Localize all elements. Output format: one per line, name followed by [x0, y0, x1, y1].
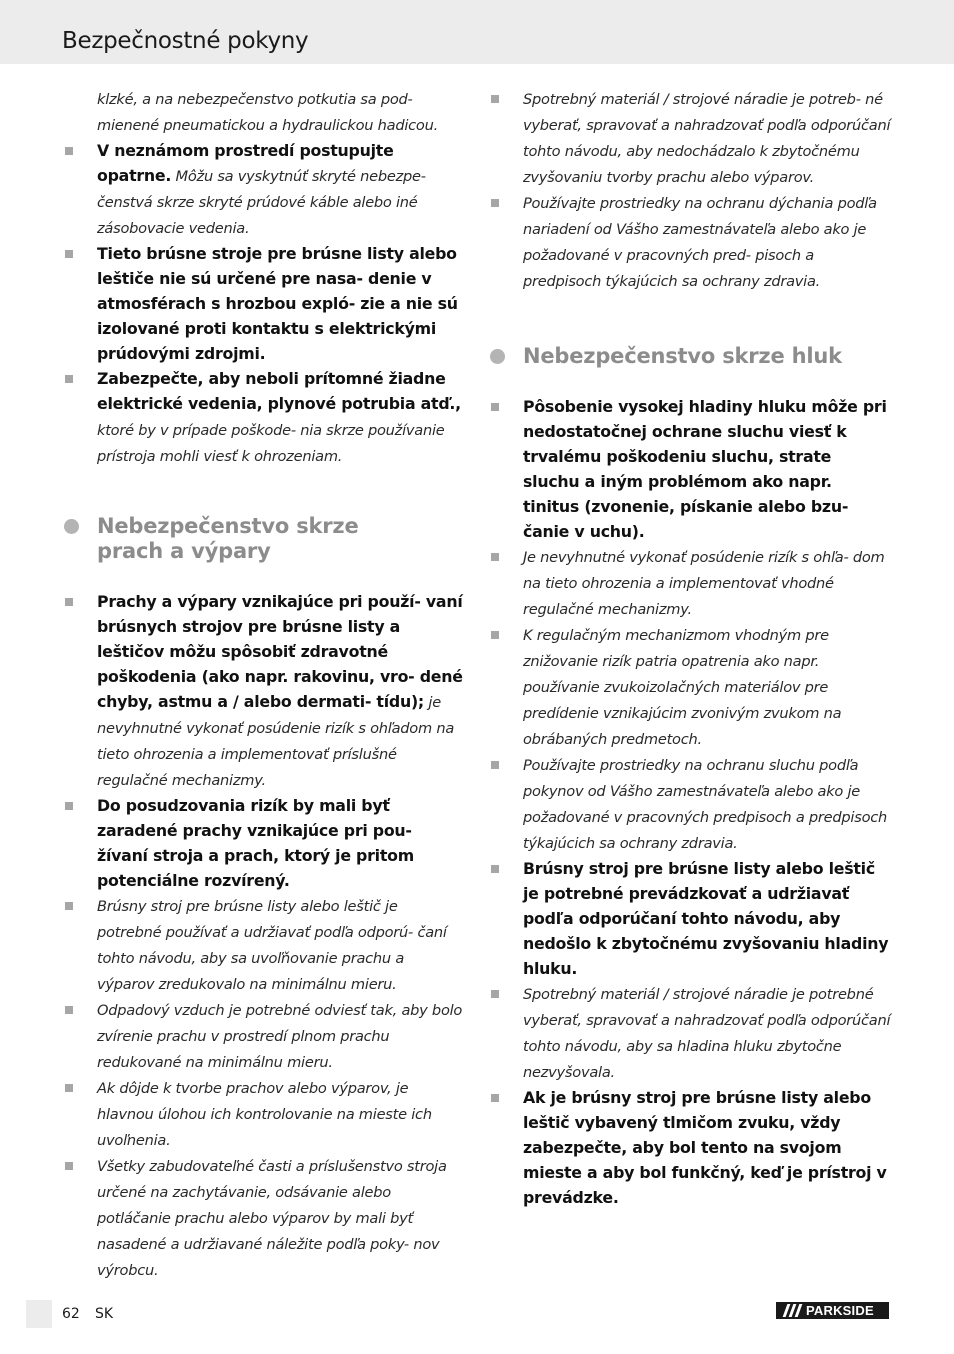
- list-item: [62, 366, 464, 469]
- list-item: [488, 856, 892, 981]
- square-bullet-icon: [65, 1162, 73, 1170]
- page-title: Bezpečnostné pokyny: [62, 28, 309, 54]
- square-bullet-icon: [65, 375, 73, 383]
- square-bullet-icon: [65, 250, 73, 258]
- italic-text: Používajte prostriedky na ochranu sluchu podľa pokynov od Vášho zamestnávateľa alebo ako je požadované v pracovných predpisoch a predpisoch týkajúcich sa ochrany zdravia.: [523, 757, 888, 852]
- list-item: [488, 1085, 892, 1210]
- section-title: Nebezpečenstvo skrze hluk: [523, 344, 842, 368]
- bold-text: Prachy a výpary vznikajúce pri použí- vaní brúsnych strojov pre brúsne listy a leštičov môžu spôsobiť zdravotné poškodenia (ako napr. rakovinu, vro- dené chyby, astmu a / alebo dermati- tídu);: [97, 592, 463, 711]
- italic-text: je nevyhnutné vykonať posúdenie rizík s ohľadom na tieto ohrozenia a implementovať príslušné regulačné mechanizmy.: [97, 694, 455, 789]
- list-item: [62, 793, 464, 893]
- list-item: [488, 622, 892, 752]
- list-item: [62, 589, 464, 793]
- italic-text: Spotrebný materiál / strojové náradie je potrebné vyberať, spravovať a nahradzovať podľa odporúčaní tohto návodu, aby sa hladina hluku zbytočne nezvyšovala.: [523, 986, 891, 1081]
- right-bottom-list: [488, 394, 892, 1210]
- bold-text: Tieto brúsne stroje pre brúsne listy alebo leštiče nie sú určené pre nasa- denie v atmosférach s hrozbou expló- zie a nie sú izolované proti kontaktu s elektrickými prúdovými zdrojmi.: [97, 244, 458, 363]
- list-item: [488, 752, 892, 856]
- list-item: [488, 394, 892, 544]
- square-bullet-icon: [65, 1084, 73, 1092]
- list-item: [62, 1075, 464, 1153]
- italic-text: K regulačným mechanizmom vhodným pre znižovanie rizík patria opatrenia ako napr. používanie zvukoizolačných materiálov pre predídenie vznikajúcim zvonivým zvukom na obrábaných predmetoch.: [523, 627, 842, 748]
- square-bullet-icon: [491, 761, 499, 769]
- italic-text: Ak dôjde k tvorbe prachov alebo výparov, je hlavnou úlohou ich kontrolovanie na mieste ich uvoľnenia.: [97, 1080, 432, 1149]
- section-bullet-icon: [490, 349, 505, 364]
- list-item: [62, 86, 464, 138]
- list-item: [62, 1153, 464, 1283]
- square-bullet-icon: [491, 553, 499, 561]
- bold-text: V neznámom prostredí postupujte opatrne.: [97, 141, 394, 185]
- section-title-line-2: prach a výpary: [97, 539, 271, 563]
- square-bullet-icon: [491, 631, 499, 639]
- italic-text: ktoré by v prípade poškode- nia skrze používanie prístroja mohli viesť k ohrozeniam.: [97, 422, 445, 465]
- list-item: [62, 138, 464, 241]
- square-bullet-icon: [491, 95, 499, 103]
- list-item: [62, 893, 464, 997]
- page-header: [0, 0, 954, 64]
- left-column: [62, 86, 464, 1283]
- section-heading-noise: [488, 344, 892, 369]
- italic-text: Brúsny stroj pre brúsne listy alebo leštič je potrebné používať a udržiavať podľa odporú- čaní tohto návodu, aby sa uvoľňovanie prachu a výparov zredukovalo na minimálnu mieru.: [97, 898, 447, 993]
- italic-text: Používajte prostriedky na ochranu dýchania podľa nariadení od Vášho zamestnávateľa alebo ako je požadované v pracovných pred- pisoch a predpisoch týkajúcich sa ochrany zdravia.: [523, 195, 877, 290]
- square-bullet-icon: [65, 147, 73, 155]
- square-bullet-icon: [491, 1094, 499, 1102]
- square-bullet-icon: [65, 1006, 73, 1014]
- parkside-logo: [776, 1302, 889, 1319]
- square-bullet-icon: [65, 598, 73, 606]
- footer-tab: [26, 1300, 52, 1328]
- italic-text: Odpadový vzduch je potrebné odviesť tak, aby bolo zvírenie prachu v prostredí plnom prachu redukované na minimálnu mieru.: [97, 1002, 463, 1071]
- square-bullet-icon: [491, 403, 499, 411]
- bold-text: Ak je brúsny stroj pre brúsne listy alebo leštič vybavený tlmičom zvuku, vždy zabezpečte, aby bol tento na svojom mieste a aby bol funkčný, keď je prístroj v prevádzke.: [523, 1088, 887, 1207]
- left-top-list: [62, 86, 464, 469]
- bold-text: Pôsobenie vysokej hladiny hluku môže pri nedostatočnej ochrane sluchu viesť k trvalému poškodeniu sluchu, strate sluchu a iným problémom ako napr. tinitus (zvonenie, pískanie alebo bzu- čanie v uchu).: [523, 397, 887, 541]
- left-bottom-list: [62, 589, 464, 1283]
- list-item: [488, 981, 892, 1085]
- italic-text: klzké, a na nebezpečenstvo potkutia sa pod- mienené pneumatickou a hydraulickou hadicou.: [97, 91, 438, 134]
- bold-text: Zabezpečte, aby neboli prítomné žiadne elektrické vedenia, plynové potrubia atď.,: [97, 369, 461, 413]
- square-bullet-icon: [65, 902, 73, 910]
- italic-text: Je nevyhnutné vykonať posúdenie rizík s ohľa- dom na tieto ohrozenia a implementovať vhodné regulačné mechanizmy.: [523, 549, 885, 618]
- italic-text: Spotrebný materiál / strojové náradie je potreb- né vyberať, spravovať a nahradzovať podľa odporúčaní tohto návodu, aby nedochádzalo k zbytočnému zvyšovaniu tvorby prachu alebo výparov.: [523, 91, 891, 186]
- list-item: [488, 544, 892, 622]
- language-code: SK: [95, 1306, 114, 1322]
- bold-text: Brúsny stroj pre brúsne listy alebo leštič je potrebné prevádzkovať a udržiavať podľa odporúčaní tohto návodu, aby nedošlo k zbytočnému zvyšovaniu hladiny hluku.: [523, 859, 889, 978]
- bold-text: Do posudzovania rizík by mali byť zaradené prachy vznikajúce pri pou- žívaní stroja a prach, ktorý je pritom potenciálne rozvírený.: [97, 796, 414, 890]
- page-number: 62: [62, 1306, 80, 1322]
- list-item: [62, 997, 464, 1075]
- brand-name: PARKSIDE: [806, 1303, 874, 1318]
- italic-text: Môžu sa vyskytnúť skryté nebezpe- čenstvá skrze skryté prúdové káble alebo iné zásobovacie vedenia.: [97, 168, 426, 237]
- list-item: [62, 241, 464, 366]
- section-heading-dust: [62, 514, 464, 564]
- logo-stripes-icon: [782, 1302, 804, 1319]
- list-item: [488, 86, 892, 190]
- section-title-line-1: Nebezpečenstvo skrze: [97, 514, 359, 538]
- right-column: [488, 86, 892, 1210]
- list-item: [488, 190, 892, 294]
- square-bullet-icon: [491, 199, 499, 207]
- square-bullet-icon: [491, 865, 499, 873]
- section-bullet-icon: [64, 519, 79, 534]
- italic-text: Všetky zabudovateľné časti a príslušenstvo stroja určené na zachytávanie, odsávanie alebo potláčanie prachu alebo výparov by mali byť nasadené a udržiavané náležite podľa poky- nov výrobcu.: [97, 1158, 447, 1279]
- square-bullet-icon: [65, 802, 73, 810]
- right-top-list: [488, 86, 892, 294]
- square-bullet-icon: [491, 990, 499, 998]
